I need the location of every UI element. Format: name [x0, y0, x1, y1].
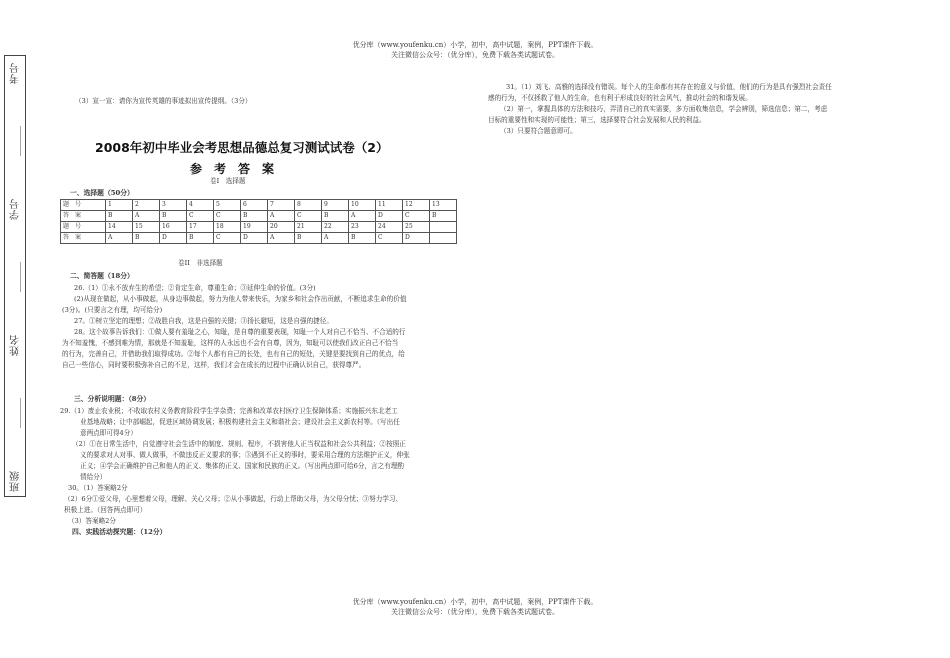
answer-table — [60, 199, 457, 244]
table-cell: D — [376, 211, 403, 222]
answer-line: 积极上进。（回答两点即可） — [64, 506, 147, 514]
page-header — [0, 40, 950, 60]
answer-line: 目标的重要性和实现的可能性；第三，选择要符合社会发展和人民的利益。 — [488, 116, 706, 124]
section-3-heading: 三、分析说明题：（8分） — [74, 395, 151, 403]
table-cell: A — [268, 211, 295, 222]
table-cell: B — [106, 211, 133, 222]
table-cell: 11 — [376, 200, 403, 211]
right-answer-block — [488, 82, 908, 137]
table-cell: D — [160, 233, 187, 244]
table-cell — [430, 222, 457, 233]
table-cell: 6 — [241, 200, 268, 211]
answer-line: （3）只要符合题意即可。 — [500, 127, 577, 135]
table-row — [61, 211, 457, 222]
table-cell: 23 — [349, 222, 376, 233]
answer-line: 31。（1）刘飞、高雅的选择没有错误。每个人的生命都有其存在的意义与价值，他们的行为是具有强烈社会责任 — [506, 83, 832, 91]
page-title: 2008年初中毕业会考思想品德总复习测试试卷（2） — [95, 140, 389, 155]
table-cell: C — [295, 211, 322, 222]
answer-line: （2）①在日常生活中，自觉遵守社会生活中的制度、规则、程序，不损害他人正当权益和社会公共利益；②按照正 — [72, 440, 406, 448]
answer-line: 30。（1）答案略2分 — [68, 484, 128, 492]
table-row — [61, 200, 457, 211]
table-cell: 17 — [187, 222, 214, 233]
table-row — [61, 222, 457, 233]
table-cell: C — [214, 211, 241, 222]
table-cell: B — [295, 233, 322, 244]
table-cell: 21 — [295, 222, 322, 233]
section-1-heading: 一、选择题（50分） — [70, 189, 134, 197]
student-number-label: 学号 — [10, 198, 22, 220]
table-cell: 答 案 — [61, 211, 106, 222]
table-cell: 5 — [214, 200, 241, 211]
table-cell: B — [133, 233, 160, 244]
table-cell: B — [160, 211, 187, 222]
table-cell: 1 — [106, 200, 133, 211]
table-cell: D — [241, 233, 268, 244]
answer-line: 业基地战略；让中部崛起，促进区域协调发展；积极构建社会主义和谐社会；建设社会主义新农村等。（写出任 — [80, 418, 400, 426]
table-cell: 15 — [133, 222, 160, 233]
section-2-heading: 二、简答题（18分） — [70, 272, 134, 280]
table-cell: 题 号 — [61, 222, 106, 233]
table-cell: 12 — [403, 200, 430, 211]
table-cell: 7 — [268, 200, 295, 211]
answer-line: 义的要求对人对事、做人做事，不做违反正义要求的事；③遇到不正义的事时，要采用合理的方法维护正义，伸张 — [80, 451, 410, 459]
footer-line-2: 关注微信公众号：（优分库），免费下载各类试题试卷。 — [391, 608, 559, 616]
answer-line: (3分)。(只要言之有理，均可给分) — [62, 306, 163, 314]
table-cell: C — [403, 211, 430, 222]
table-cell: 18 — [214, 222, 241, 233]
table-cell: B — [187, 233, 214, 244]
part-1-label: 卷Ⅰ 选择题 — [210, 177, 246, 185]
table-cell: 13 — [430, 200, 457, 211]
table-cell: B — [241, 211, 268, 222]
table-cell: 4 — [187, 200, 214, 211]
answer-line: (2)从现在做起，从小事做起，从身边事做起，努力为他人带来快乐，为家乡和社会作出贡献，不断追求生命的价值 — [74, 295, 407, 303]
table-cell: 25 — [403, 222, 430, 233]
page-footer — [0, 597, 950, 617]
table-cell: 10 — [349, 200, 376, 211]
table-cell: C — [214, 233, 241, 244]
table-cell: D — [403, 233, 430, 244]
table-cell: B — [430, 211, 457, 222]
table-cell: A — [268, 233, 295, 244]
part-2-label: 卷II 非选择题 — [178, 259, 223, 267]
answer-line: 情给分） — [80, 473, 107, 481]
answer-line: 26.（1）①永不放弃生的希望；②肯定生命，尊重生命；③延伸生命的价值。(3分) — [74, 284, 316, 292]
table-cell: 8 — [295, 200, 322, 211]
table-cell: A — [322, 233, 349, 244]
answer-line: 29.（1）废止农业税；不收取农村义务教育阶段学生学杂费；完善和改革农村医疗卫生保障体系；实施振兴东北老工 — [60, 407, 398, 415]
answer-line: 为不知羞愧，不感到难为情，那就是不知羞耻，这样的人永远也不会有自尊，因为，知耻可以使我们改正自己不恰当 — [62, 339, 399, 347]
table-cell: 16 — [160, 222, 187, 233]
class-label: 班级 — [10, 470, 22, 492]
table-cell: A — [133, 211, 160, 222]
answer-block — [62, 283, 474, 371]
section-4-heading: 四、实践活动探究题：（12分） — [72, 528, 167, 536]
table-cell: C — [376, 233, 403, 244]
answer-line: 自己一些信心，同时要积极弥补自己的不足，这样，我们才会在成长的过程中正确认识自己，获得尊严。 — [62, 361, 366, 369]
table-cell: 2 — [133, 200, 160, 211]
table-cell: 24 — [376, 222, 403, 233]
footer-line-1: 优分库（www.youfenku.cn）小学，初中，高中试题，案例，PPT课件下载。 — [352, 598, 598, 606]
table-cell: 22 — [322, 222, 349, 233]
table-cell: 19 — [241, 222, 268, 233]
student-info-labels: 班级 ______ 姓名 ______ 学号 ______ 考号 — [10, 62, 22, 492]
table-cell: A — [106, 233, 133, 244]
answer-line: 27。①树立坚定的理想；②战胜自我，这是自强的关键；③扬长避短，这是自强的捷径。 — [74, 317, 333, 325]
answer-line: 28。这个故事告诉我们：①做人要有羞耻之心，知耻，是自尊的重要表现，知耻一个人对自己不恰当、不合适的行 — [74, 328, 406, 336]
table-cell — [430, 233, 457, 244]
answer-line: 意两点即可得4分） — [80, 429, 137, 437]
answer-line: 正义；④学会正确维护自己和他人的正义、集体的正义、国家和民族的正义。（写出两点即可给6分，言之有理酌 — [80, 462, 404, 470]
table-cell: 3 — [160, 200, 187, 211]
answer-line: （2）第一，掌握具体的方法和技巧，弄清自己的真实需要，多方面收集信息，学会辨别，筛选信息；第二，考虑 — [500, 105, 828, 113]
name-label: 姓名 — [10, 334, 22, 356]
table-cell: 20 — [268, 222, 295, 233]
answer-line: （2）6分①爱父母，心里想着父母，理解、关心父母；②从小事做起，行动上帮助父母，为父母分忧；③努力学习、 — [64, 495, 403, 503]
exam-number-label: 考号 — [10, 62, 22, 84]
table-cell: 答 案 — [61, 233, 106, 244]
header-line-1: 优分库（www.youfenku.cn）小学，初中，高中试题，案例，PPT课件下载。 — [352, 41, 598, 49]
answer-line: 的行为，完善自己，并借助我们取得成功。②每个人都有自己的长处，也有自己的短处，关键是要找到自己的优点，给 — [62, 350, 405, 358]
answer-line: 感的行为，不仅拯救了他人的生命，也有利于形成良好的社会风气，推动社会的和谐发展。 — [488, 94, 752, 102]
answer-subtitle: 参考答案 — [190, 162, 287, 176]
answer-line: （3）答案略2分 — [68, 517, 116, 525]
header-line-2: 关注微信公众号：（优分库），免费下载各类试题试卷。 — [391, 51, 559, 59]
table-cell: 9 — [322, 200, 349, 211]
table-cell: B — [322, 211, 349, 222]
question-3-note: （3）宣一宣：请你为宣传英雄的事迹拟出宣传提纲。（3分） — [75, 97, 252, 105]
table-row — [61, 233, 457, 244]
table-cell: A — [349, 211, 376, 222]
table-cell: 14 — [106, 222, 133, 233]
table-cell: B — [349, 233, 376, 244]
table-cell: C — [187, 211, 214, 222]
answer-block — [60, 406, 470, 538]
table-cell: 题 号 — [61, 200, 106, 211]
